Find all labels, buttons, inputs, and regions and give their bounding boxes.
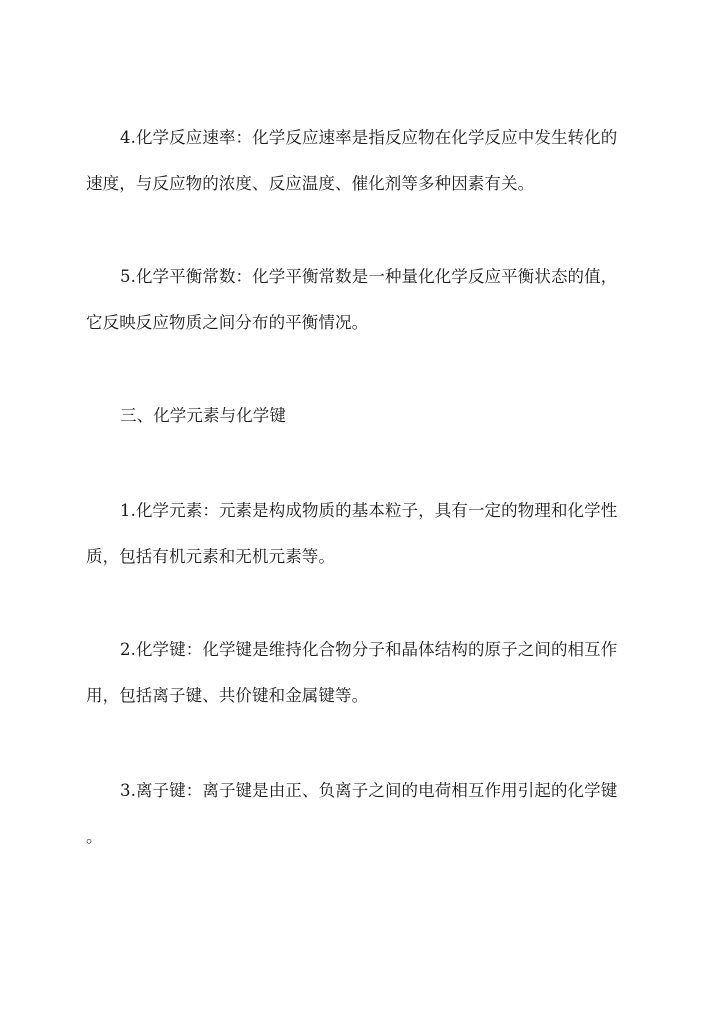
paragraph-reaction-rate-line-1: 4.化学反应速率：化学反应速率是指反应物在化学反应中发生转化的 bbox=[120, 128, 618, 147]
paragraph-chemical-element-line-1: 1.化学元素：元素是构成物质的基本粒子，具有一定的物理和化学性 bbox=[120, 501, 618, 520]
paragraph-chemical-bond-line-1: 2.化学键：化学键是维持化合物分子和晶体结构的原子之间的相互作 bbox=[120, 640, 618, 659]
paragraph-chemical-element-line-2: 质，包括有机元素和无机元素等。 bbox=[86, 547, 335, 566]
paragraph-ionic-bond-line-1: 3.离子键：离子键是由正、负离子之间的电荷相互作用引起的化学键 bbox=[120, 781, 618, 800]
paragraph-equilibrium-constant-line-2: 它反映反应物质之间分布的平衡情况。 bbox=[86, 313, 369, 332]
paragraph-ionic-bond-line-2: 。 bbox=[86, 827, 103, 846]
paragraph-chemical-bond-line-2: 用，包括离子键、共价键和金属键等。 bbox=[86, 686, 369, 705]
paragraph-equilibrium-constant-line-1: 5.化学平衡常数：化学平衡常数是一种量化化学反应平衡状态的值， bbox=[120, 267, 618, 286]
paragraph-reaction-rate-line-2: 速度，与反应物的浓度、反应温度、催化剂等多种因素有关。 bbox=[86, 174, 535, 193]
section-heading: 三、化学元素与化学键 bbox=[120, 406, 286, 425]
